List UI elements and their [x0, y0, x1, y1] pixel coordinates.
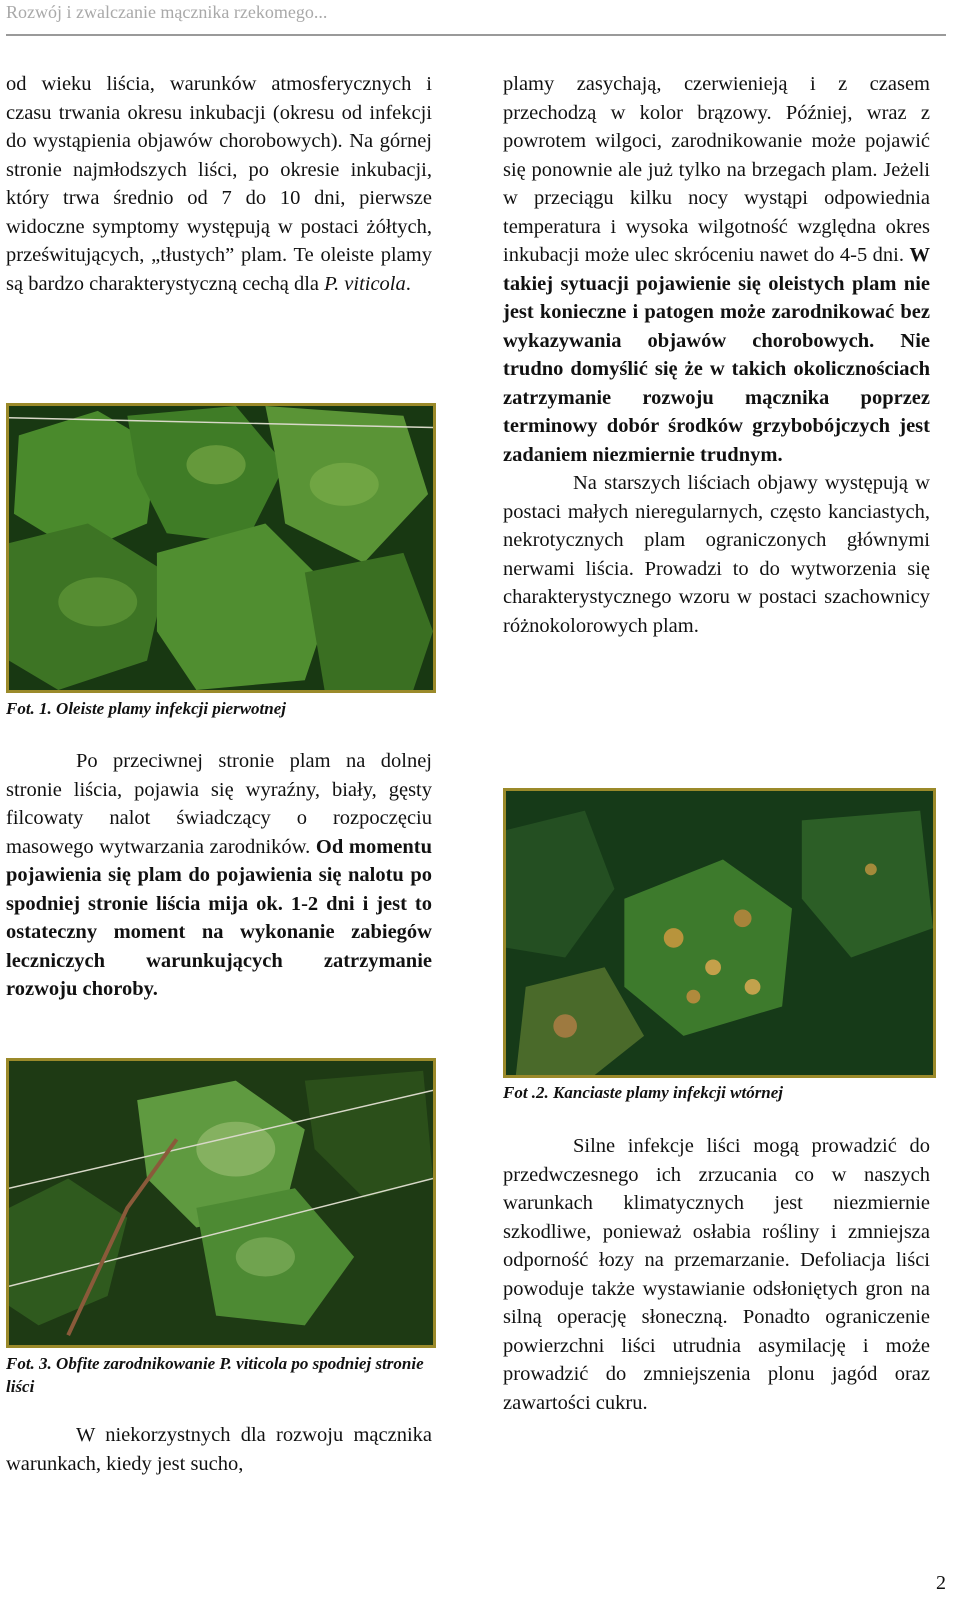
photo-caption-2: Fot .2. Kanciaste plamy infekcji wtórnej — [503, 1083, 784, 1102]
left-column-bottom — [6, 1421, 432, 1478]
photo-angular-spots — [503, 788, 936, 1078]
left-column-top — [6, 70, 432, 298]
left-column-middle — [6, 747, 432, 1004]
photo-sporulation — [6, 1058, 436, 1348]
right-column-bottom — [503, 1132, 930, 1417]
bold-text: W takiej sytuacji pojawienie się oleistych plam nie jest konieczne i patogen może zarodnikować bez wykazywania objawów chorobowych. Nie trudno domyślić się że w takich okolicznościach zatrzymanie rozwoju mącznika poprzez terminowy dobór środków grzybobójczych jest zadaniem niezmiernie trudnym. — [503, 244, 930, 466]
bold-text: Od momentu pojawienia się plam do pojawienia się nalotu po spodniej stronie liścia mija ok. 1-2 dni i jest to ostateczny moment na wykonanie zabiegów leczniczych warunkujących zatrzymanie rozwoju choroby. — [6, 835, 433, 1000]
paragraph: W niekorzystnych dla rozwoju mącznika warunkach, kiedy jest sucho, — [6, 1424, 432, 1475]
page-header — [6, 0, 946, 36]
species-name: P. viticola — [324, 272, 406, 295]
paragraph: Po przeciwnej stronie plam na dolnej stronie liścia, pojawia się wyraźny, biały, gęsty filcowaty nalot świadczący o rozpoczęciu masowego wytwarzania zarodników. Od momentu pojawienia się plam do pojawienia się nalotu po spodniej stronie liścia mija ok. 1-2 dni i jest to ostateczny moment na wykonanie zabiegów leczniczych warunkujących zatrzymanie rozwoju choroby. — [6, 750, 433, 1000]
paragraph: Na starszych liściach objawy występują w postaci małych nieregularnych, często kanciastych, nekrotycznych plam ograniczonych głównymi nerwami liścia. Prowadzi to do wytworzenia się charakterystycznego wzoru w postaci szachownicy różnokolorowych plam. — [503, 472, 930, 637]
photo-caption-1: Fot. 1. Oleiste plamy infekcji pierwotnej — [6, 699, 287, 718]
paragraph: Silne infekcje liści mogą prowadzić do przedwczesnego ich zrzucania co w naszych warunkach klimatycznych jest niezmiernie szkodliwe, ponieważ osłabia rośliny i zmniejsza odporność łozy na przemarzanie. Defoliacja liści powoduje także wystawianie odsłoniętych gron na silną operację słoneczną. Ponadto ograniczenie powierzchni liści utrudnia asymilację i może prowadzić do zmniejszenia plonu jagód oraz zawartości cukru. — [503, 1135, 930, 1414]
page-number: 2 — [936, 1572, 946, 1594]
photo-caption-3: Fot. 3. Obfite zarodnikowanie P. viticola po spodniej stronie liści — [6, 1354, 424, 1396]
right-column-top — [503, 70, 930, 640]
paragraph: od wieku liścia, warunków atmosferycznych i czasu trwania okresu inkubacji (okresu od infekcji do wystąpienia objawów chorobowych). Na górnej stronie najmłodszych liści, po okresie inkubacji, który trwa średnio od 7 do 10 dni, pierwsze widoczne symptomy występują w postaci żółtych, prześwitujących, „tłustych” plam. Te oleiste plamy są bardzo charakterystyczną cechą dla P. viticola. — [6, 73, 432, 295]
paragraph: plamy zasychają, czerwienieją i z czasem przechodzą w kolor brązowy. Później, wraz z powrotem wilgoci, zarodnikowanie może pojawić się ponownie ale już tylko na brzegach plam. Jeżeli w przeciągu kilku nocy wystąpi odpowiednia temperatura i wysoka wilgotność względna okres inkubacji może ulec skróceniu nawet do 4-5 dni. W takiej sytuacji pojawienie się oleistych plam nie jest konieczne i patogen może zarodnikować bez wykazywania objawów chorobowych. Nie trudno domyślić się że w takich okolicznościach zatrzymanie rozwoju mącznika poprzez terminowy dobór środków grzybobójczych jest zadaniem niezmiernie trudnym. — [503, 73, 930, 466]
header-title: Rozwój i zwalczanie mącznika rzekomego... — [6, 2, 328, 22]
photo-oily-spots — [6, 403, 436, 693]
